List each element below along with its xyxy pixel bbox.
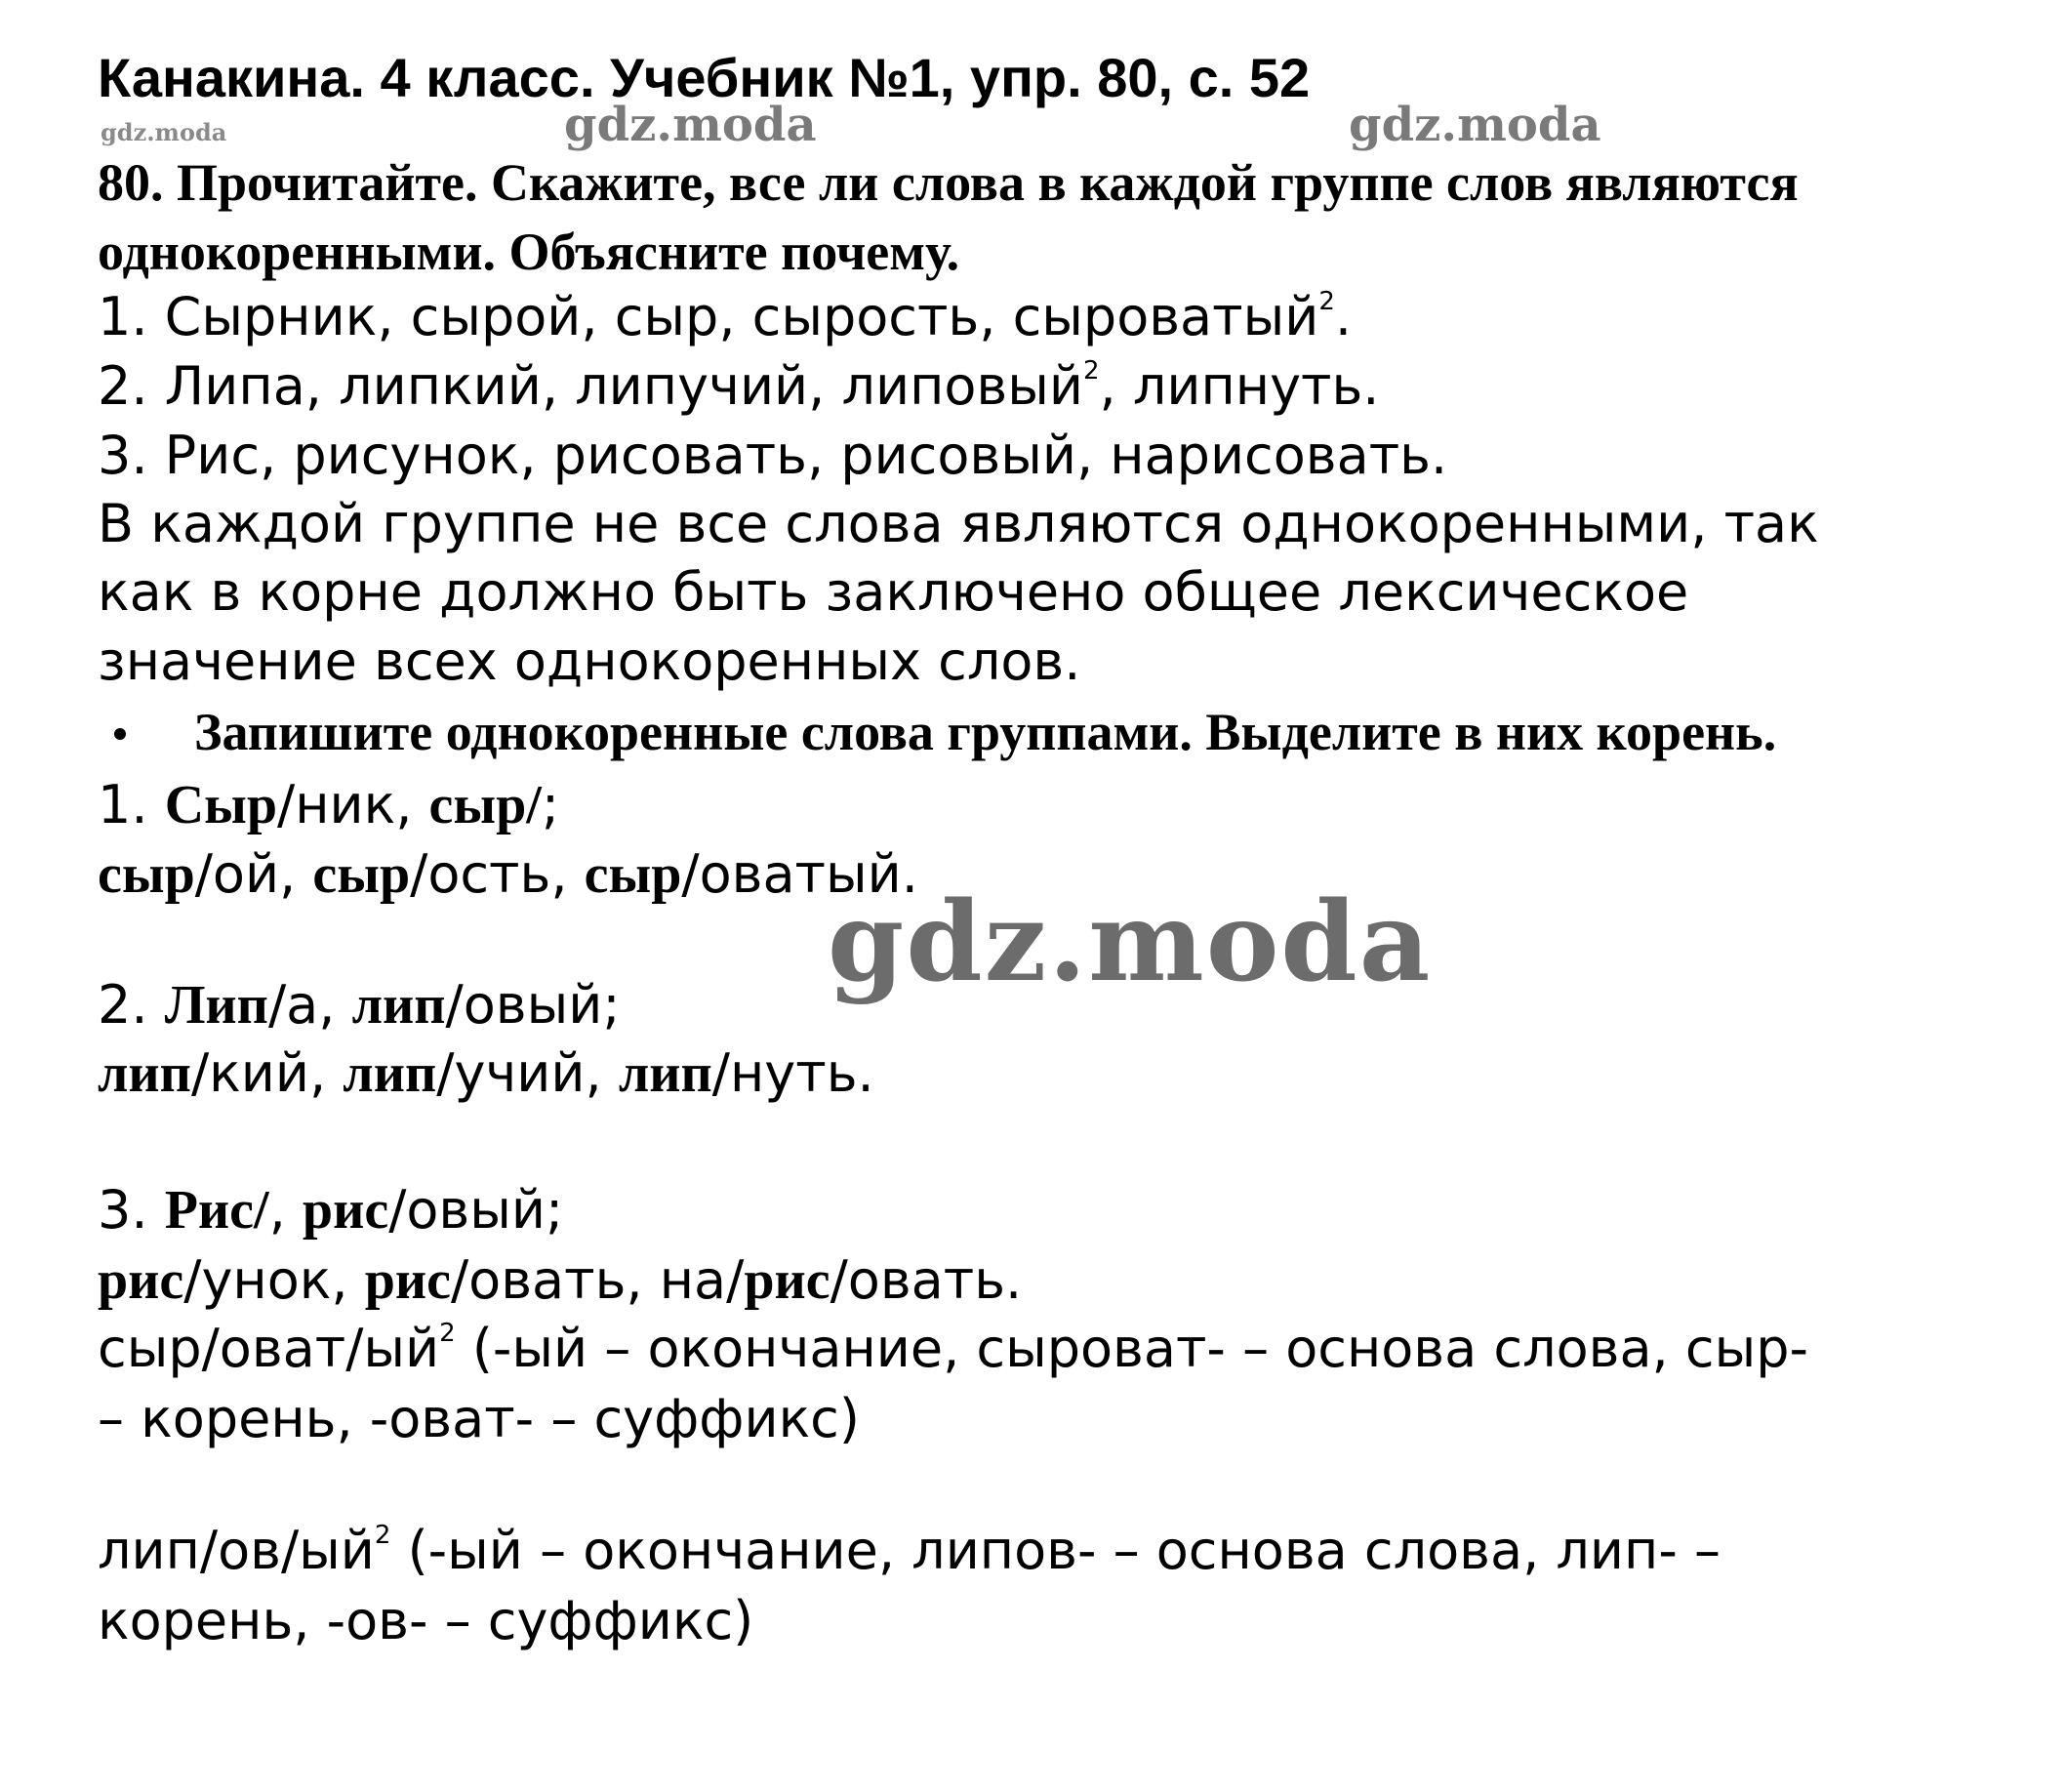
group-1-text: 1. Сырник, сырой, сыр, сырость, сыроватый xyxy=(98,286,1319,347)
root: сыр xyxy=(98,844,195,905)
answer-3-number: 3. xyxy=(98,1179,165,1241)
group-3: 3. Рис, рисунок, рисовать, рисовый, нарисовать. xyxy=(98,425,1448,486)
answer-1-line-2 xyxy=(98,843,918,905)
morph-1-rest: (-ый – окончание, сыроват- – основа слова, сыр- xyxy=(455,1318,1808,1379)
bullet-task xyxy=(102,703,1777,761)
suffix-part: /ость, xyxy=(410,843,585,905)
group-2-sup: 2 xyxy=(1082,356,1100,386)
suffix-part: /учий, xyxy=(436,1042,619,1104)
suffix-part: /овый; xyxy=(388,1179,564,1241)
answer-1-line-1 xyxy=(98,774,560,835)
root: лип xyxy=(351,975,446,1036)
suffix-part: /овый; xyxy=(445,974,621,1036)
explanation-line-2: как в корне должно быть заключено общее лексическое xyxy=(98,561,1689,623)
suffix-part: /ой, xyxy=(194,843,313,905)
watermark-big: gdz.moda xyxy=(828,878,1433,1006)
group-1-end: . xyxy=(1334,286,1353,347)
morph-2-rest: (-ый – окончание, липов- – основа слова, лип- – xyxy=(390,1520,1721,1581)
root: сыр/ xyxy=(428,775,542,835)
answer-3-line-2 xyxy=(98,1249,1023,1311)
suffix-part: /кий, xyxy=(190,1042,344,1104)
root: рис xyxy=(744,1250,830,1311)
answer-3-line-1 xyxy=(98,1179,564,1241)
watermark-small: gdz.moda xyxy=(101,118,227,146)
morph-1-word: сыр/оват/ый xyxy=(98,1318,440,1379)
root: лип xyxy=(618,1043,712,1104)
group-1 xyxy=(98,286,1353,347)
root: рис xyxy=(364,1250,451,1311)
suffix-part: /ник, xyxy=(277,774,429,835)
root: сыр xyxy=(312,844,411,905)
morph-1-line-1 xyxy=(98,1318,1808,1379)
suffix-part: /унок, xyxy=(183,1249,365,1311)
suffix-part: /овать. xyxy=(830,1249,1023,1311)
answer-2-line-1 xyxy=(98,974,621,1036)
morph-1-sup: 2 xyxy=(439,1319,456,1348)
explanation-line-3: значение всех однокоренных слов. xyxy=(98,631,1081,692)
root: рис xyxy=(98,1250,184,1311)
answer-1-number: 1. xyxy=(98,774,165,835)
group-1-sup: 2 xyxy=(1318,287,1335,316)
bullet-task-text: Запишите однокоренные слова группами. Выделите в них корень. xyxy=(194,703,1777,761)
morph-2-line-2: корень, -ов- – суффикс) xyxy=(98,1590,754,1651)
root: лип xyxy=(98,1043,191,1104)
suffix-part: /нуть. xyxy=(711,1042,874,1104)
root: Сыр xyxy=(164,775,277,835)
morph-2-line-1 xyxy=(98,1520,1721,1581)
root: Лип xyxy=(164,975,268,1036)
root: Рис/ xyxy=(164,1180,269,1241)
watermark-mid-2: gdz.moda xyxy=(1349,98,1601,152)
group-2-text: 2. Липа, липкий, липучий, липовый xyxy=(98,355,1083,417)
answer-2-number: 2. xyxy=(98,974,165,1036)
suffix-part: /а, xyxy=(267,974,352,1036)
watermark-mid-1: gdz.moda xyxy=(564,98,817,152)
suffix-part: /оватый. xyxy=(681,843,918,905)
root: лип xyxy=(343,1043,437,1104)
answer-2-line-2 xyxy=(98,1042,874,1104)
morph-1-line-2: – корень, -оват- – суффикс) xyxy=(98,1388,860,1449)
morph-2-sup: 2 xyxy=(374,1521,391,1550)
explanation-line-1: В каждой группе не все слова являются однокоренными, так xyxy=(98,493,1819,554)
group-2-end: , липнуть. xyxy=(1099,355,1380,417)
page-title: Канакина. 4 класс. Учебник №1, упр. 80, с. 52 xyxy=(98,47,1311,108)
bullet-icon xyxy=(114,728,126,740)
group-2 xyxy=(98,355,1380,417)
suffix-part: , xyxy=(268,1179,303,1241)
root: сыр xyxy=(584,844,682,905)
task-text-line-2: однокоренными. Объясните почему. xyxy=(98,223,960,281)
suffix-part: /овать, на/ xyxy=(450,1249,745,1311)
task-text-line-1: 80. Прочитайте. Скажите, все ли слова в каждой группе слов являются xyxy=(98,153,1799,212)
root: рис xyxy=(302,1180,389,1241)
suffix-part: ; xyxy=(541,774,560,835)
morph-2-word: лип/ов/ый xyxy=(98,1520,375,1581)
